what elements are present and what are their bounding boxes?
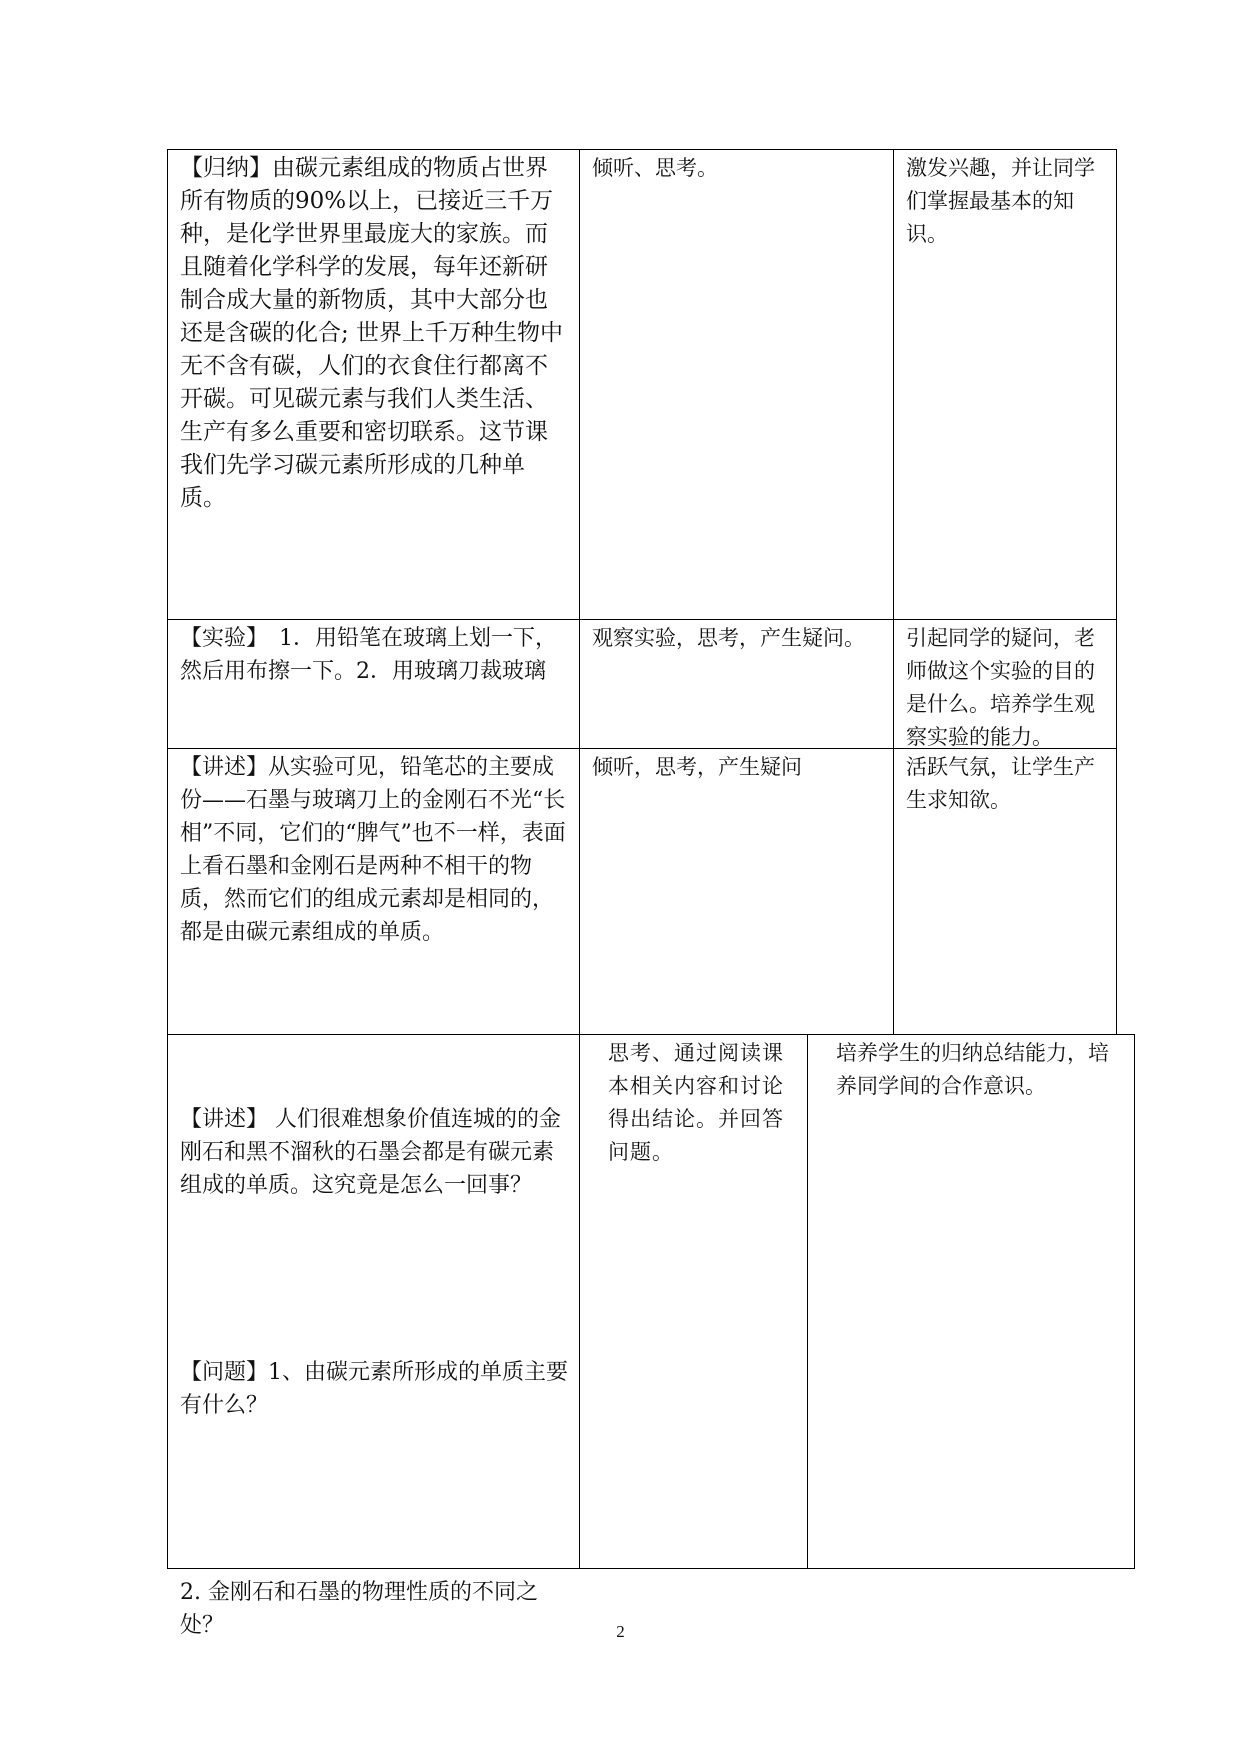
table-border-right-lower xyxy=(1134,1034,1135,1569)
page-number: 2 xyxy=(616,1622,625,1641)
row2-teacher-activity: 【实验】 1．用铅笔在玻璃上划一下，然后用布擦一下。2．用玻璃刀裁玻璃 xyxy=(180,626,557,684)
row3-student-activity: 倾听，思考，产生疑问 xyxy=(592,755,802,779)
row4-intro-text: 【讲述】 人们很难想象价值连城的的金刚石和黑不溜秋的石墨会都是有碳元素组成的单质。这究竟是怎么一回事？ xyxy=(180,1107,561,1198)
row2-design-purpose: 引起同学的疑问，老师做这个实验的目的是什么。培养学生观察实验的能力。 xyxy=(906,626,1095,749)
row1-student-activity: 倾听、思考。 xyxy=(592,156,718,180)
row2-student-activity: 观察实验，思考，产生疑问。 xyxy=(592,626,865,650)
row4-student-activity: 思考、通过阅读课本相关内容和讨论得出结论。并回答问题。 xyxy=(608,1041,784,1164)
row3-teacher-activity: 【讲述】从实验可见，铅笔芯的主要成份——石墨与玻璃刀上的金刚石不光“长相”不同，它们的“脾气”也不一样，表面上看石墨和金刚石是两种不相干的物质，然而它们的组成元素却是相同的，都是由碳元素组成的单质。 xyxy=(180,755,566,945)
spacer xyxy=(180,1488,569,1510)
row4-question-1: 【问题】1、由碳元素所形成的单质主要有什么？ xyxy=(180,1360,568,1418)
table-border-right-upper xyxy=(1116,149,1117,1035)
row1-teacher-activity: 【归纳】由碳元素组成的物质占世界所有物质的90%以上，已接近三千万种，是化学世界里最庞大的家族。而且随着化学科学的发展，每年还新研制合成大量的新物质，其中大部分也还是含碳的化合; 世界上千万种生物中无不含有碳，人们的衣食住行都离不开碳。可见碳元素与我们人类生活、生产有多么重要和密切联系。这节课我们先学习碳元素所形成的几种单质。 xyxy=(180,155,564,511)
spacer xyxy=(180,1268,569,1290)
row4-teacher-activity xyxy=(168,1035,579,1638)
row1-design-purpose: 激发兴趣，并让同学们掌握最基本的知识。 xyxy=(906,156,1095,246)
row4-design-purpose: 培养学生的归纳总结能力，培养同学间的合作意识。 xyxy=(836,1041,1109,1098)
row3-design-purpose: 活跃气氛，让学生产生求知欲。 xyxy=(906,755,1095,812)
row4-question-2: 2. 金刚石和石墨的物理性质的不同之处？ xyxy=(180,1580,538,1638)
